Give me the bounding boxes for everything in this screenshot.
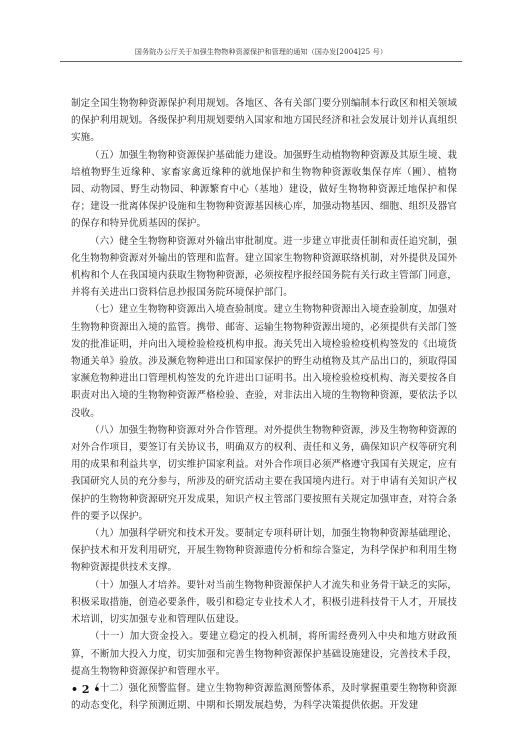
- paragraph-item-12: （十二）强化预警监督。建立生物物种资源监测预警体系，及时掌握重要生物物种资源的动态变化，科学预测近期、中期和长期发展趋势，为科学决策提供依据。开发建: [71, 682, 457, 712]
- paragraph-item-8: （八）加强生物物种资源对外合作管理。对外提供生物物种资源，涉及生物物种资源的对外合作项目，要签订有关协议书，明确双方的权利、责任和义务，确保知识产权等研究利用的成果和利益共享，切实维护国家利益。对外合作项目必须严格遵守我国有关规定，应有我国研究人员的充分参与，所涉及的研究活动主要在我国境内进行。对于申请有关知识产权保护的生物物种资源研究开发成果，知识产权主管部门要按照有关规定加强审查，对符合条件的要予以保护。: [71, 424, 458, 522]
- paragraph-item-9: （九）加强科学研究和技术开发。要制定专项科研计划，加强生物物种资源基础理论、保护技术和开发利用研究，开展生物物种资源遗传分析和综合鉴定，为科学保护和利用生物物种资源提供技术支撑。: [71, 528, 458, 574]
- document-body: [71, 95, 457, 714]
- paragraph-continuation: 制定全国生物物种资源保护利用规划。各地区、各有关部门要分别编制本行政区和相关领域的保护利用规划。各级保护利用规划要纳入国家和地方国民经济和社会发展计划并认真组织实施。: [71, 98, 458, 144]
- running-header: 国务院办公厅关于加强生物物种资源保护和管理的通知（国办发[2004]25 号）: [134, 48, 388, 56]
- paragraph-item-5: （五）加强生物物种资源保护基础能力建设。加强野生动植物物种资源及其原生境、栽培植物野生近缘种、家畜家禽近缘种的就地保护和生物物种资源收集保存库（圃）、植物园、动物园、野生动物园、种源繁育中心（基地）建设，做好生物物种资源迁地保护和保存；建设一批离体保护设施和生物物种资源基因核心库，加强动物基因、细胞、组织及器官的保存和特异优质基因的保护。: [71, 149, 458, 230]
- paragraph-item-11: （十一）加大资金投入。要建立稳定的投入机制，将所需经费列入中央和地方财政预算，不断加大投入力度，切实加强和完善生物物种资源保护基础设施建设，完善技术手段，提高生物物种资源保护和管理水平。: [71, 631, 458, 677]
- paragraph-item-7: （七）建立生物物种资源出入境查验制度。建立生物物种资源出入境查验制度，加强对生物物种资源出入境的监管。携带、邮寄、运输生物物种资源出境的，必须提供有关部门签发的批准证明，并向出入境检验检疫机构申报。海关凭出入境检验检疫机构签发的《出境货物通关单》验放。涉及濒危物种进出口和国家保护的野生动植物及其产品出口的，须取得国家濒危物种进出口管理机构签发的允许进出口证明书。出入境检验检疫机构、海关要按各自职责对出入境的生物物种资源严格检验、查验，对非法出入境的生物物种资源，要依法予以没收。: [71, 304, 458, 419]
- paragraph-item-10: （十）加强人才培养。要针对当前生物物种资源保护人才流失和业务骨干缺乏的实际，积极采取措施，创造必要条件，吸引和稳定专业技术人才，积极引进科技骨干人才，开展技术培训，切实加强专业和管理队伍建设。: [71, 579, 458, 626]
- page-number: • 2 •: [71, 683, 101, 696]
- header-divider: [60, 61, 462, 62]
- paragraph-item-6: （六）健全生物物种资源对外输出审批制度。进一步建立审批责任制和责任追究制，强化生物物种资源对外输出的管理和监督。建立国家生物物种资源联络机制，对外提供及国外机构和个人在我国境内获取生物物种资源，必须按程序报经国务院有关行政主管部门同意，并将有关进出口资料信息抄报国务院环境保护部门。: [71, 235, 458, 299]
